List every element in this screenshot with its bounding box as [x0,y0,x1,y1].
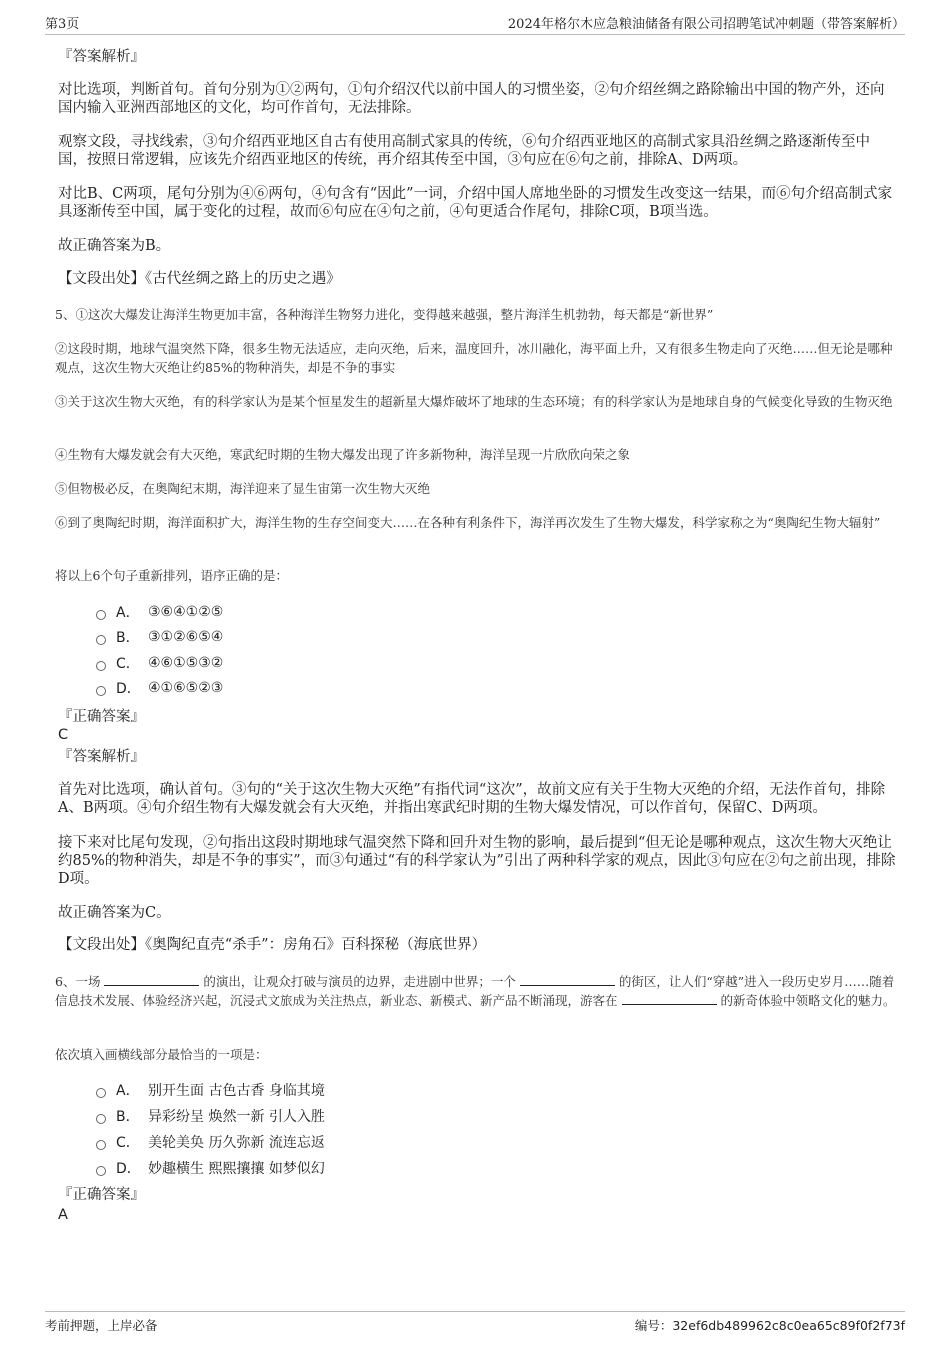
radio-icon[interactable] [96,635,106,645]
q5-correct-answer: C [58,727,69,743]
q5-sentence-5: ⑤但物极必反，在奥陶纪末期，海洋迎来了显生宙第一次生物大灭绝 [55,481,431,496]
q5-conclusion: 故正确答案为C。 [58,905,171,921]
q6-prompt: 依次填入画横线部分最恰当的一项是： [55,1047,268,1062]
radio-icon[interactable] [96,686,106,696]
q5-sentence-3: ③关于这次生物大灭绝，有的科学家认为是某个恒星发生的超新星大爆炸破坏了地球的生态环境；有的科学家认为是地球自身的气候变化导致的生物灭绝 [55,394,893,409]
fill-blank-2[interactable] [520,973,615,986]
q5-sentence-1: 5、①这次大爆发让海洋生物更加丰富，各种海洋生物努力进化，变得越来越强，整片海洋生机勃勃，每天都是“新世界” [55,307,714,322]
q5-option-c[interactable]: C． ④⑥①⑤③② [96,653,223,673]
q5-sentence-2: ②这段时期，地球气温突然下降，很多生物无法适应，走向灭绝，后来，温度回升，冰川融化，海平面上升，又有很多生物走向了灭绝……但无论是哪种观点，这次生物大灭绝让约85%的物种消失，却是不争的事实 [55,341,893,375]
q4-analysis-paragraph-2: 观察文段，寻找线索，③句介绍西亚地区自古有使用高制式家具的传统，⑥句介绍西亚地区的高制式家具沿丝绸之路逐渐传至中国，按照日常逻辑，应该先介绍西亚地区的传统，再介绍其传至中国，③句应在⑥句之前，排除A、D两项。 [58,134,870,168]
q6-stem: 6、一场 的演出，让观众打破与演员的边界，走进剧中世界；一个 的街区，让人们“穿越”进入一段历史岁月……随着信息技术发展、体验经济兴起，沉浸式文旅成为关注热点，新业态、新模式、新产品不断涌现，游客在 的新奇体验中领略文化的魅力。 [55,974,896,1008]
q6-option-d[interactable]: D． 妙趣横生 熙熙攘攘 如梦似幻 [96,1158,325,1178]
q5-prompt: 将以上6个句子重新排列，语序正确的是： [55,568,288,583]
page-footer [45,1311,905,1334]
q6-correct-answer: A [58,1207,68,1223]
radio-icon[interactable] [96,1088,106,1098]
radio-icon[interactable] [96,661,106,671]
q5-option-b[interactable]: B． ③①②⑥⑤④ [96,627,223,647]
footer-slogan: 考前押题，上岸必备 [45,1318,158,1333]
document-code: 编号：32ef6db489962c8c0ea65c89f0f2f73f [634,1318,905,1333]
q5-option-d[interactable]: D． ④①⑥⑤②③ [96,678,223,698]
q6-option-b[interactable]: B． 异彩纷呈 焕然一新 引人入胜 [96,1106,325,1126]
q5-sentence-6: ⑥到了奥陶纪时期，海洋面积扩大，海洋生物的生存空间变大……在各种有利条件下，海洋再次发生了生物大爆发，科学家称之为“奥陶纪生物大辐射” [55,515,881,530]
q5-analysis-paragraph-1: 首先对比选项，确认首句。③句的“关于这次生物大灭绝”有指代词“这次”，故前文应有关于生物大灭绝的介绍，无法作首句，排除A、B两项。④句介绍生物有大爆发就会有大灭绝，并指出寒武纪时期的生物大爆发情况，可以作首句，保留C、D两项。 [58,782,886,816]
radio-icon[interactable] [96,1166,106,1176]
radio-icon[interactable] [96,1114,106,1124]
fill-blank-1[interactable] [104,973,199,986]
document-title: 2024年格尔木应急粮油储备有限公司招聘笔试冲刺题（带答案解析） [507,17,905,32]
q5-analysis-label: 『答案解析』 [58,749,145,765]
fill-blank-3[interactable] [622,992,717,1005]
q4-source: 【文段出处】《古代丝绸之路上的历史之遇》 [58,271,341,287]
radio-icon[interactable] [96,610,106,620]
page-header [45,14,905,35]
q5-sentence-4: ④生物有大爆发就会有大灭绝，寒武纪时期的生物大爆发出现了许多新物种，海洋呈现一片欣欣向荣之象 [55,447,631,462]
page-number: 第3页 [45,17,80,32]
q6-option-a[interactable]: A． 别开生面 古色古香 身临其境 [96,1080,325,1100]
q5-correct-label: 『正确答案』 [58,709,145,725]
q4-conclusion: 故正确答案为B。 [58,238,171,254]
q4-analysis-paragraph-3: 对比B、C两项，尾句分别为④⑥两句，④句含有“因此”一词，介绍中国人席地坐卧的习惯发生改变这一结果，而⑥句介绍高制式家具逐渐传至中国，属于变化的过程，故而⑥句应在④句之前，④句更适合作尾句，排除C项，B项当选。 [58,186,893,220]
q6-option-c[interactable]: C． 美轮美奂 历久弥新 流连忘返 [96,1132,325,1152]
q6-correct-label: 『正确答案』 [58,1187,145,1203]
radio-icon[interactable] [96,1140,106,1150]
q5-source: 【文段出处】《奥陶纪直壳“杀手”：房角石》百科探秘（海底世界） [58,937,487,953]
q4-analysis-label: 『答案解析』 [58,49,145,65]
q4-analysis-paragraph-1: 对比选项，判断首句。首句分别为①②两句，①句介绍汉代以前中国人的习惯坐姿，②句介绍丝绸之路除输出中国的物产外，还向国内输入亚洲西部地区的文化，均可作首句，无法排除。 [58,82,885,116]
q5-option-a[interactable]: A． ③⑥④①②⑤ [96,602,223,622]
q5-analysis-paragraph-2: 接下来对比尾句发现，②句指出这段时期地球气温突然下降和回升对生物的影响，最后提到“但无论是哪种观点，这次生物大灭绝让约85%的物种消失，却是不争的事实”，而③句通过“有的科学家认为”引出了两种科学家的观点，因此③句应在②句之前出现，排除D项。 [58,835,896,887]
